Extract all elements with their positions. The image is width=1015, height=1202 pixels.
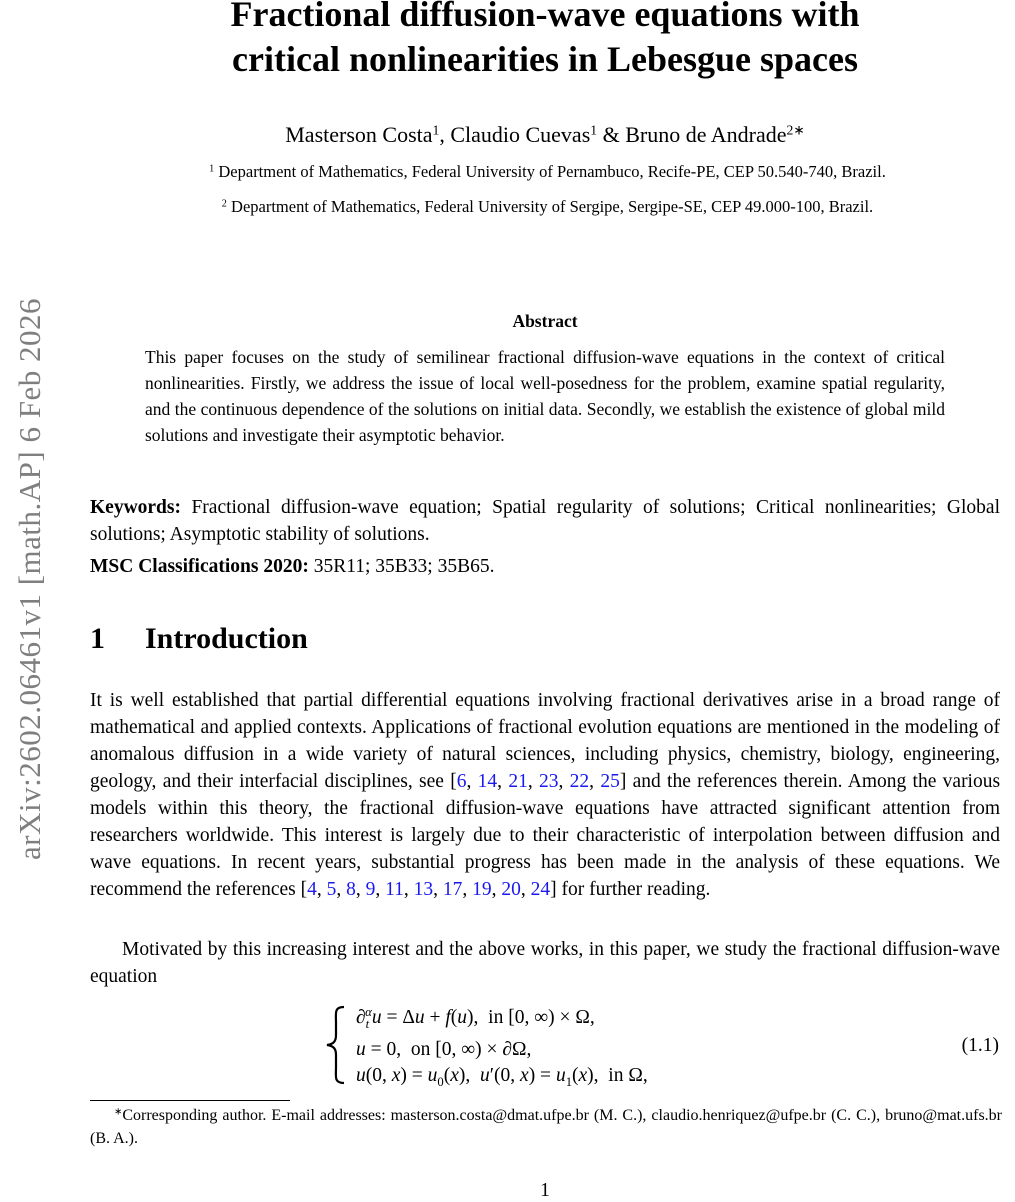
- citation-link[interactable]: 17: [442, 879, 463, 900]
- msc-label: MSC Classifications 2020:: [90, 556, 309, 577]
- affiliation-2-mark: 2: [221, 198, 227, 210]
- citation-link[interactable]: 9: [365, 879, 376, 900]
- section-number: 1: [90, 622, 105, 655]
- equation-number: (1.1): [961, 1035, 999, 1056]
- author-2-affil-mark: 1: [590, 122, 598, 138]
- title-line-1: Fractional diffusion-wave equations with: [230, 0, 860, 34]
- author-2: Claudio Cuevas: [450, 122, 591, 147]
- equation-line-3: u(0, $x) = u_0(x)$, u′(0, $x) = u_1(x)$, in Ω,: [356, 1064, 648, 1089]
- citation-link[interactable]: 6: [456, 771, 467, 792]
- keywords: [90, 494, 1000, 548]
- citation-link[interactable]: 4: [307, 879, 317, 900]
- equation-1-1: [322, 1005, 742, 1089]
- citation-group-2: 4, 5, 8, 9, 11, 13, 17, 19, 20, 24: [307, 879, 551, 900]
- equation-line-1: $\partial_t^\alpha u = \Delta u + f(u)$, in [0, ∞) × Ω,: [356, 1005, 595, 1031]
- section-title: Introduction: [145, 622, 308, 655]
- paragraph-text: Motivated by this increasing interest and the above works, in this paper, we study the fractional diffusion-wave equation: [90, 939, 1000, 987]
- citation-link[interactable]: 23: [539, 771, 559, 792]
- author-1: Masterson Costa: [285, 122, 433, 147]
- arxiv-stamp: arXiv:2602.06461v1 [math.AP] 6 Feb 2026: [12, 298, 47, 860]
- author-list: [90, 122, 1000, 148]
- section-heading: [90, 622, 308, 656]
- page-number: 1: [540, 1180, 550, 1201]
- citation-link[interactable]: 8: [346, 879, 356, 900]
- msc-text: 35R11; 35B33; 35B65.: [308, 556, 495, 577]
- msc-classifications: [90, 553, 1000, 580]
- author-1-affil-mark: 1: [432, 122, 440, 138]
- citation-link[interactable]: 24: [530, 879, 551, 900]
- affiliation-2-text: Department of Mathematics, Federal University of Sergipe, Sergipe-SE, CEP 49.000-100, Brazil.: [226, 197, 874, 216]
- author-3: Bruno de Andrade: [625, 122, 787, 147]
- citation-link[interactable]: 14: [477, 771, 498, 792]
- paragraph-text: ] and the references therein. Among the various models within this theory, the fractional diffusion-wave equations have attracted significant attention from researchers worldwide. This interest is largely due to their characteristic of interpolation between diffusion and wave equations. In recent years, substantial progress has been made in the analysis of these equations. We recommend the references [: [90, 771, 1001, 900]
- author-separator: &: [597, 122, 626, 147]
- left-brace-icon: [322, 1005, 352, 1085]
- footnote: [90, 1104, 1002, 1150]
- affiliation-1-mark: 1: [209, 163, 215, 175]
- author-separator: ,: [439, 122, 451, 147]
- citation-link[interactable]: 25: [600, 771, 620, 792]
- citation-link[interactable]: 22: [569, 771, 590, 792]
- paper-title: [90, 0, 1000, 82]
- keywords-label: Keywords:: [90, 497, 181, 518]
- paragraph-text: It is well established that partial differential equations involving fractional derivatives arise in a broad range of mathematical and applied contexts. Applications of fractional evolution equations are mentioned in the modeling of anomalous diffusion in a wide variety of natural sciences, including physics, chemistry, biology, engineering, geology, and their interfacial disciplines, see [: [90, 690, 1000, 792]
- intro-paragraph-1: [90, 687, 1000, 903]
- equation-line-2: u = 0, on [0, ∞) × ∂Ω,: [356, 1038, 532, 1060]
- citation-link[interactable]: 19: [472, 879, 492, 900]
- abstract-text: This paper focuses on the study of semilinear fractional diffusion-wave equations in the context of critical nonlinearities. Firstly, we address the issue of local well-posedness for the problem, examine spatial regularity, and the continuous dependence of the solutions on initial data. Secondly, we establish the existence of global mild solutions and investigate their asymptotic behavior.: [145, 347, 945, 445]
- citation-group-1: 6, 14, 21, 23, 22, 25: [456, 771, 620, 792]
- citation-link[interactable]: 11: [385, 879, 404, 900]
- title-line-2: critical nonlinearities in Lebesgue spaces: [232, 39, 858, 79]
- abstract-heading: Abstract: [512, 311, 578, 331]
- paragraph-text: ] for further reading.: [550, 879, 711, 900]
- footnote-text: Corresponding author. E-mail addresses: masterson.costa@dmat.ufpe.br (M. C.), claudio.henriquez@ufpe.br (C. C.), bruno@mat.ufs.br (B. A.).: [90, 1107, 1002, 1147]
- footnote-divider: [90, 1100, 290, 1101]
- equation-lines: [356, 1005, 648, 1095]
- citation-link[interactable]: 13: [413, 879, 434, 900]
- citation-link[interactable]: 21: [508, 771, 528, 792]
- affiliation-2: [90, 197, 1005, 217]
- citation-link[interactable]: 5: [326, 879, 337, 900]
- affiliation-1-text: Department of Mathematics, Federal University of Pernambuco, Recife-PE, CEP 50.540-740, Brazil.: [214, 162, 886, 181]
- intro-paragraph-2: [90, 936, 1000, 990]
- keywords-text: Fractional diffusion-wave equation; Spatial regularity of solutions; Critical nonlinearities; Global solutions; Asymptotic stability of solutions.: [90, 497, 1000, 545]
- citation-link[interactable]: 20: [501, 879, 521, 900]
- footnote-marker: ∗: [114, 1106, 123, 1118]
- author-3-affil-mark: 2∗: [786, 122, 805, 138]
- affiliation-1: [90, 162, 1005, 182]
